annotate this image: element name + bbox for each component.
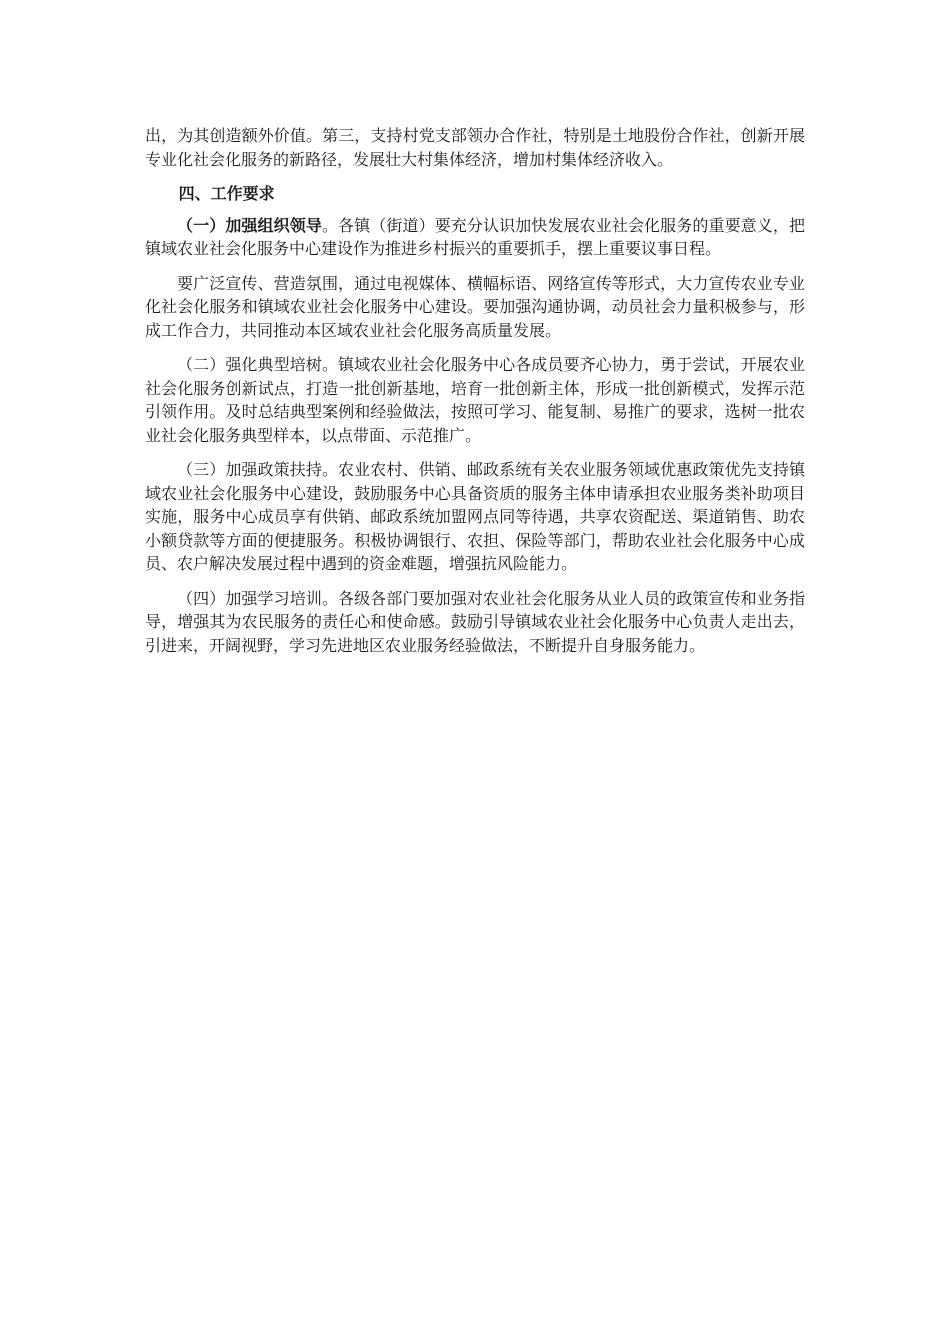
paragraph-training <box>145 587 805 658</box>
paragraph-text: 要广泛宣传、营造氛围，通过电视媒体、横幅标语、网络宣传等形式，大力宣传农业专业化社会化服务和镇域农业社会化服务中心建设。要加强沟通协调，动员社会力量积极参与，形成工作合力，共同推动本区域农业社会化服务高质量发展。 <box>145 273 805 340</box>
paragraph-organization-leadership <box>145 214 805 261</box>
paragraph-text: （三）加强政策扶持。农业农村、供销、邮政系统有关农业服务领域优惠政策优先支持镇域农业社会化服务中心建设，鼓励服务中心具备资质的服务主体申请承担农业服务类补助项目实施，服务中心成员享有供销、邮政系统加盟网点同等待遇，共享农资配送、渠道销售、助农小额贷款等方面的便捷服务。积极协调银行、农担、保险等部门，帮助农业社会化服务中心成员、农户解决发展过程中遇到的资金难题，增强抗风险能力。 <box>145 460 805 573</box>
paragraph-text: 。各镇（街道）要充分认识加快发展农业社会化服务的重要意义，把镇域农业社会化服务中心建设作为推进乡村振兴的重要抓手，摆上重要议事日程。 <box>145 215 805 258</box>
section-heading: 四、工作要求 <box>178 184 275 203</box>
paragraph-text: （四）加强学习培训。各级各部门要加强对农业社会化服务从业人员的政策宣传和业务指导，增强其为农民服务的责任心和使命感。鼓励引导镇域农业社会化服务中心负责人走出去，引进来，开阔视野，学习先进地区农业服务经验做法，不断提升自身服务能力。 <box>145 588 805 655</box>
paragraph-publicity <box>145 272 805 343</box>
paragraph-text: （二）强化典型培树。镇域农业社会化服务中心各成员要齐心协力，勇于尝试，开展农业社会化服务创新试点，打造一批创新基地，培育一批创新主体，形成一批创新模式，发挥示范引领作用。及时总结典型案例和经验做法，按照可学习、能复制、易推广的要求，选树一批农业社会化服务典型样本，以点带面、示范推广。 <box>145 355 805 445</box>
paragraph-typical-cultivation <box>145 353 805 447</box>
paragraph-policy-support <box>145 458 805 576</box>
intro-paragraph: 出，为其创造额外价值。第三，支持村党支部领办合作社，特别是土地股份合作社，创新开展专业化社会化服务的新路径，发展壮大村集体经济，增加村集体经济收入。 <box>145 126 805 169</box>
document-page <box>145 124 805 668</box>
paragraph-lead: （一）加强组织领导 <box>177 215 322 235</box>
